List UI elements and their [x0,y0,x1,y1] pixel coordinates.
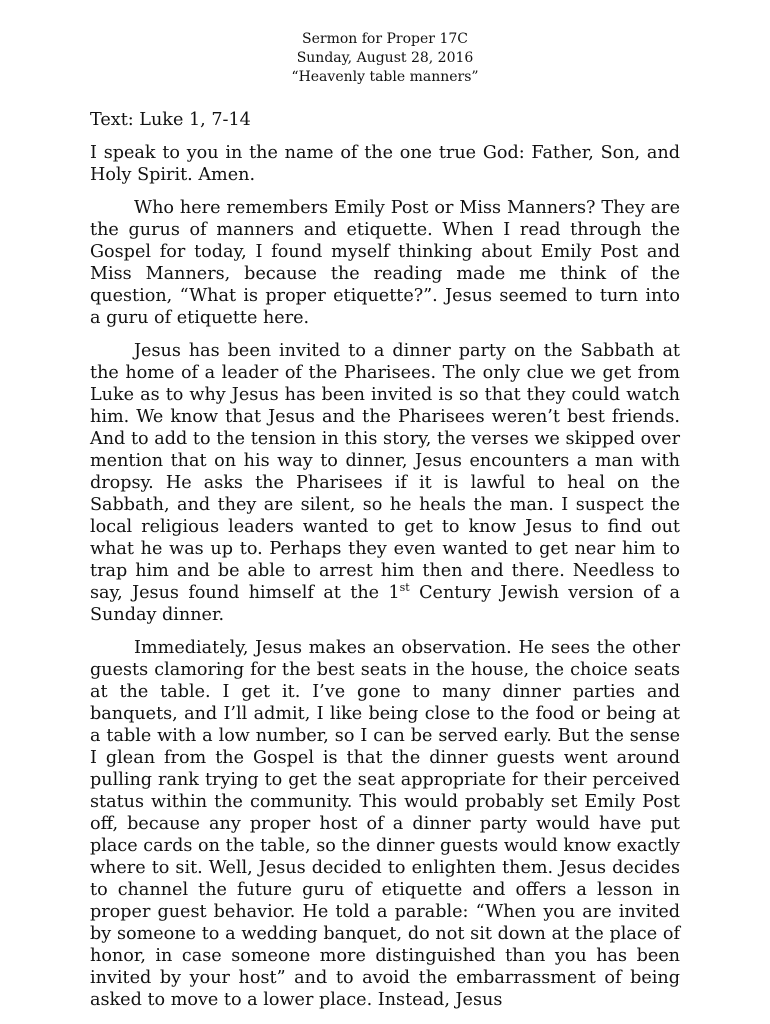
scripture-reference: Text: Luke 1, 7-14 [90,110,251,130]
body-paragraph-dinner-party [90,340,680,626]
body-paragraph-etiquette: Who here remembers Emily Post or Miss Manners? They are the gurus of manners and etiquette. When I read through the Gospel for today, I found myself thinking about Emily Post and Miss Manners, because the reading made me think of the question, “What is proper etiquette?”. Jesus seemed to turn into a guru of etiquette here. [90,198,680,328]
paragraph-text: Jesus has been invited to a dinner party on the Sabbath at the home of a leader of the Pharisees. The only clue we get from Luke as to why Jesus has been invited is so that they could watch him. We know that Jesus and the Pharisees weren’t best friends. And to add to the tension in this story, the verses we skipped over mention that on his way to dinner, Jesus encounters a man with dropsy. He asks the Pharisees if it is lawful to heal on the Sabbath, and they are silent, so he heals the man. I suspect the local religious leaders wanted to get to know Jesus to find out what he was up to. Perhaps they even wanted to get near him to trap him and be able to arrest him then and there. Needless to say, Jesus found himself at the 1 [90,341,680,603]
sermon-subtitle: “Heavenly table manners” [291,69,479,85]
sermon-heading [90,30,680,87]
sermon-title: Sermon for Proper 17C [302,31,468,47]
paragraph-text-continued: Century Jewish version of a Sunday dinner. [90,583,680,625]
sermon-date: Sunday, August 28, 2016 [296,50,474,66]
body-paragraph-observation: Immediately, Jesus makes an observation. He sees the other guests clamoring for the best seats in the house, the choice seats at the table. I get it. I’ve gone to many dinner parties and banquets, and I’ll admit, I like being close to the food or being at a table with a low number, so I can be served early. But the sense I glean from the Gospel is that the dinner guests went around pulling rank trying to get the seat appropriate for their perceived status within the community. This would probably set Emily Post off, because any proper host of a dinner party would have put place cards on the table, so the dinner guests would know exactly where to sit. Well, Jesus decided to enlighten them. Jesus decides to channel the future guru of etiquette and offers a lesson in proper guest behavior. He told a parable: “When you are invited by someone to a wedding banquet, do not sit down at the place of honor, in case someone more distinguished than you has been invited by your host” and to avoid the embarrassment of being asked to move to a lower place. Instead, Jesus [90,638,680,1010]
document-page [90,30,680,1011]
ordinal-superscript: st [399,581,410,595]
invocation-paragraph: I speak to you in the name of the one true God: Father, Son, and Holy Spirit. Amen. [90,143,680,185]
